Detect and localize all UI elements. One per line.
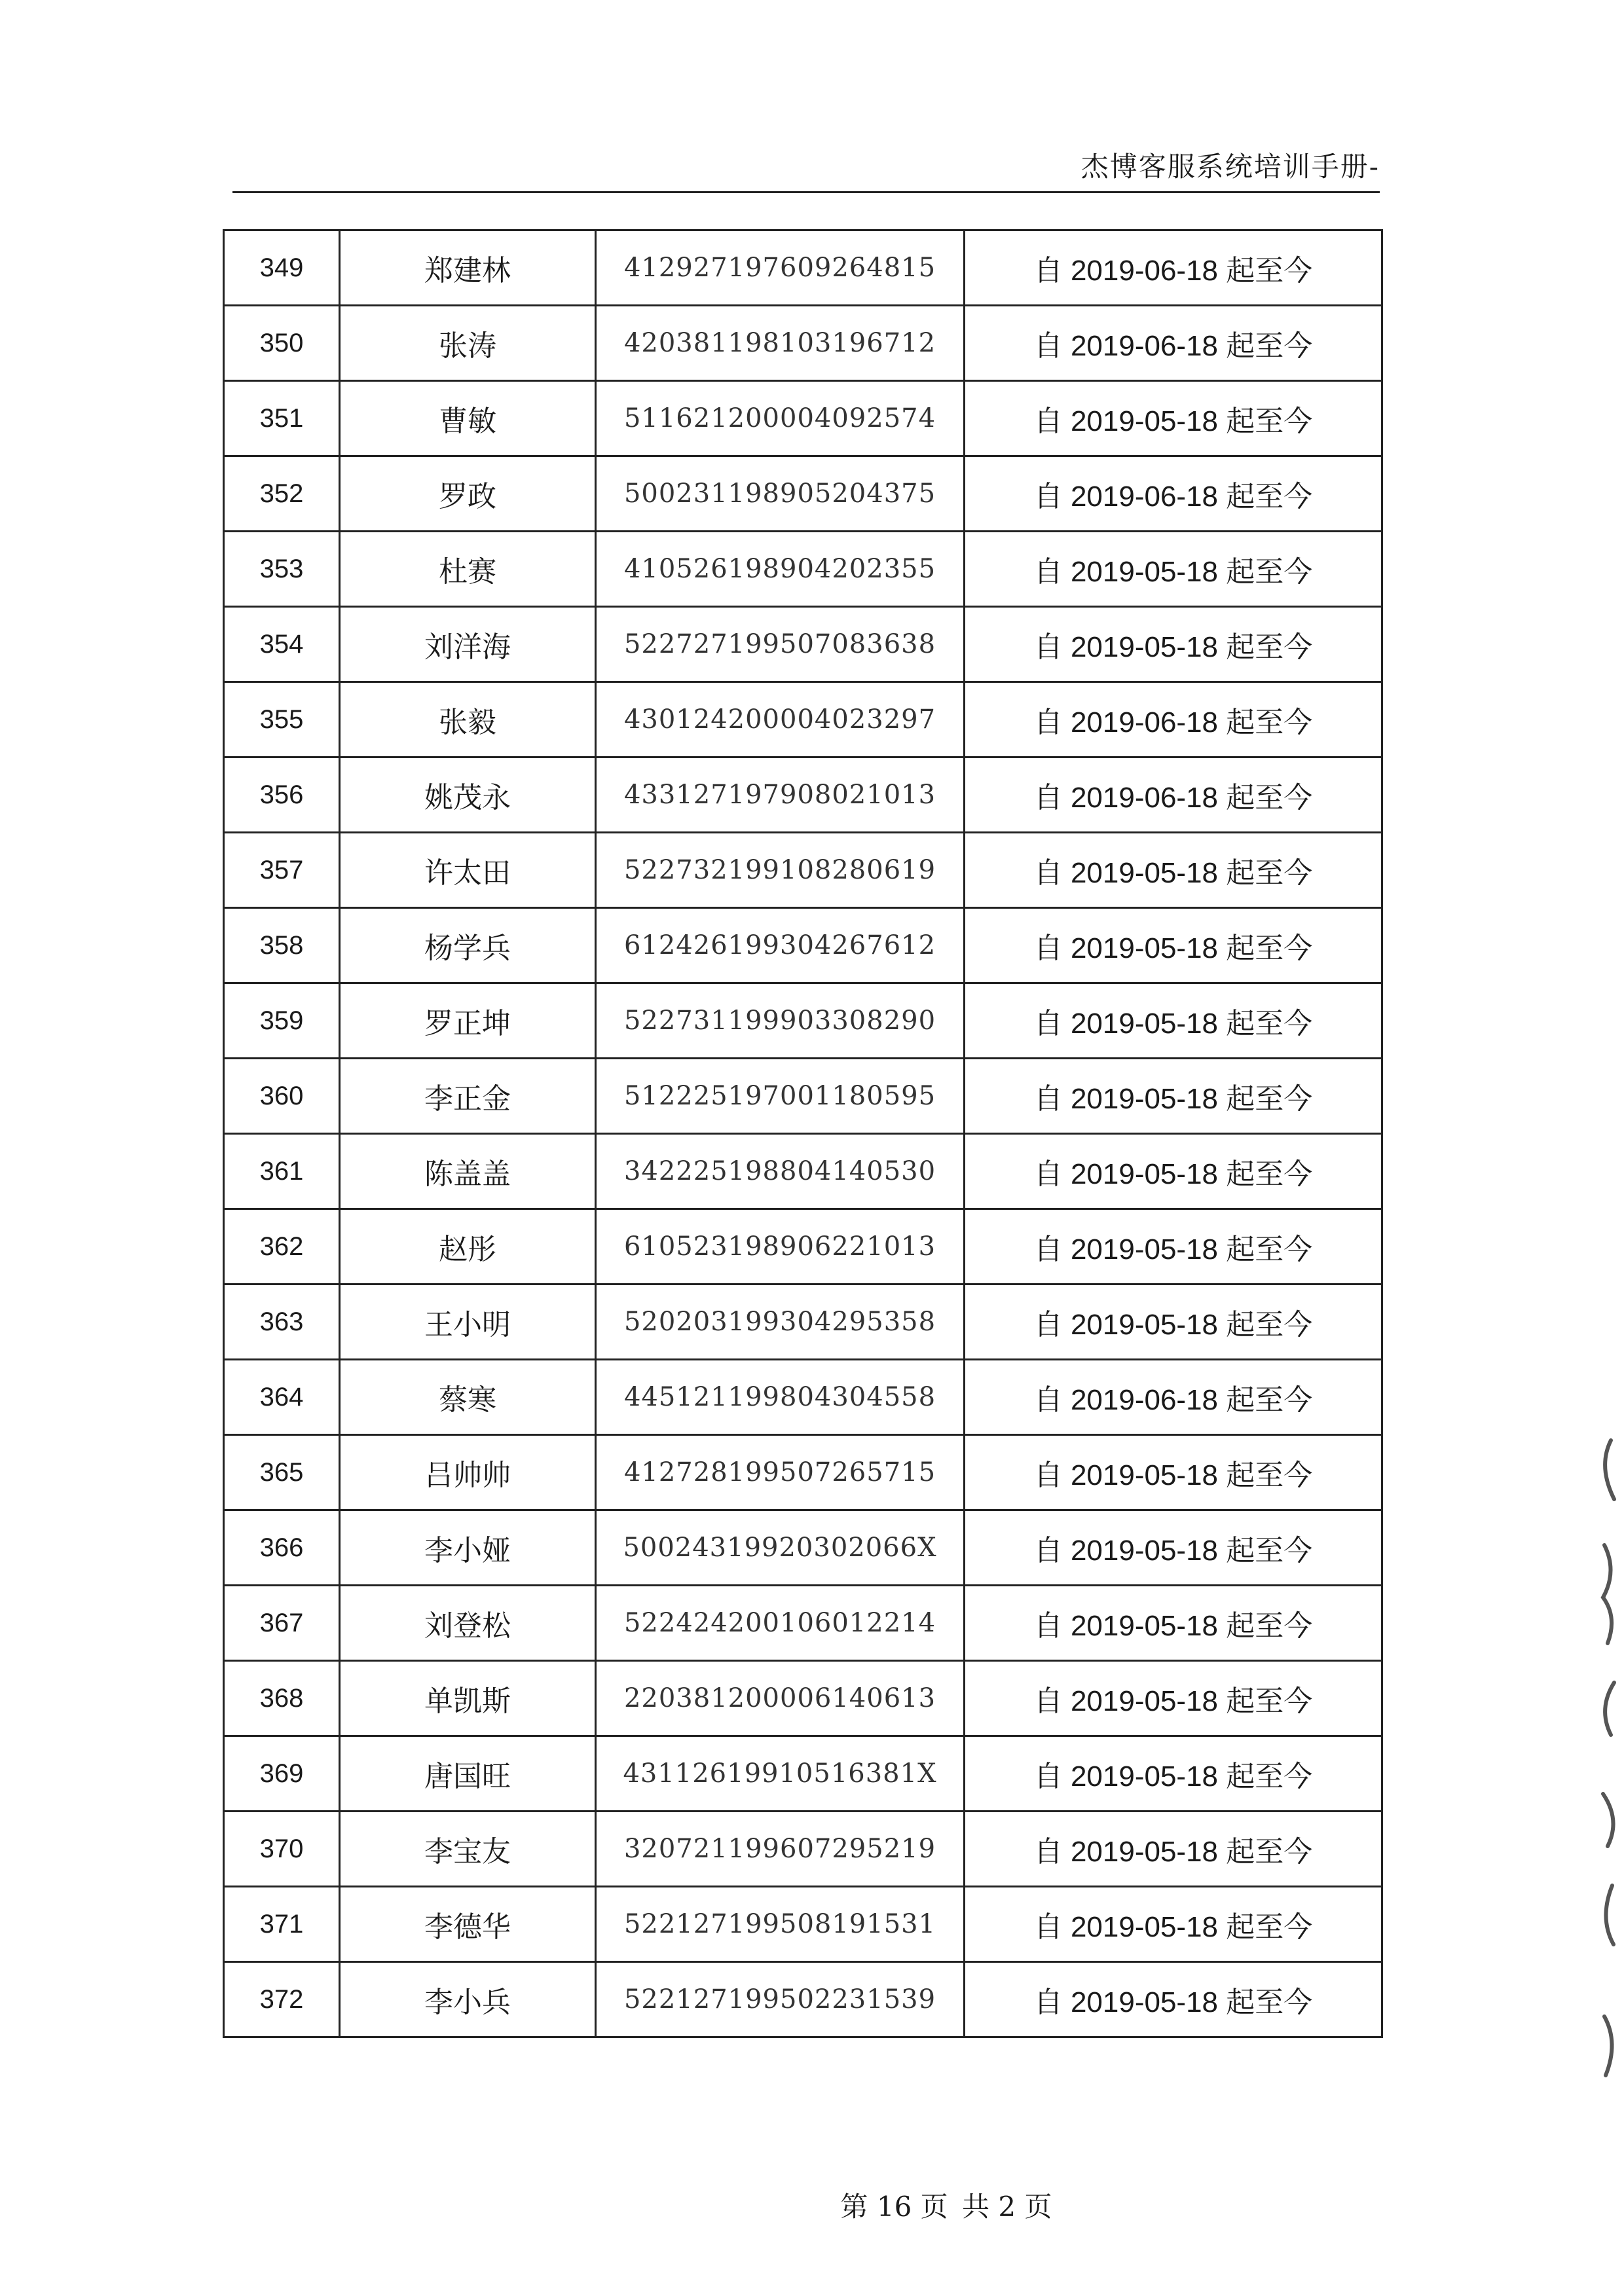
valid-period: 自 2019-06-18 起至今 <box>965 682 1382 757</box>
person-name: 刘登松 <box>340 1586 596 1661</box>
table-row <box>224 908 1382 983</box>
table-row <box>224 1661 1382 1736</box>
person-name: 张毅 <box>340 682 596 757</box>
row-number: 355 <box>224 682 340 757</box>
id-number: 342225198804140530 <box>596 1134 965 1209</box>
table-row <box>224 983 1382 1059</box>
id-number: 522127199502231539 <box>596 1962 965 2037</box>
roster-body <box>224 230 1382 2037</box>
person-name: 李正金 <box>340 1059 596 1134</box>
id-number: 522732199108280619 <box>596 833 965 908</box>
id-number: 430124200004023297 <box>596 682 965 757</box>
id-number: 412927197609264815 <box>596 230 965 306</box>
table-row <box>224 1962 1382 2037</box>
document-header <box>232 145 1380 193</box>
id-number: 512225197001180595 <box>596 1059 965 1134</box>
id-number: 522424200106012214 <box>596 1586 965 1661</box>
row-number: 363 <box>224 1285 340 1360</box>
id-number: 320721199607295219 <box>596 1812 965 1887</box>
id-number: 522731199903308290 <box>596 983 965 1059</box>
person-name: 杨学兵 <box>340 908 596 983</box>
person-name: 蔡寒 <box>340 1360 596 1435</box>
row-number: 352 <box>224 456 340 532</box>
page-footer <box>0 2185 1624 2225</box>
person-name: 许太田 <box>340 833 596 908</box>
table-row <box>224 1510 1382 1586</box>
valid-period: 自 2019-06-18 起至今 <box>965 230 1382 306</box>
id-number: 612426199304267612 <box>596 908 965 983</box>
id-number: 220381200006140613 <box>596 1661 965 1736</box>
row-number: 362 <box>224 1209 340 1285</box>
table-row <box>224 1586 1382 1661</box>
valid-period: 自 2019-05-18 起至今 <box>965 1661 1382 1736</box>
person-name: 张涛 <box>340 306 596 381</box>
person-name: 李德华 <box>340 1887 596 1962</box>
table-row <box>224 1285 1382 1360</box>
row-number: 368 <box>224 1661 340 1736</box>
row-number: 360 <box>224 1059 340 1134</box>
row-number: 349 <box>224 230 340 306</box>
person-name: 姚茂永 <box>340 757 596 833</box>
person-name: 唐国旺 <box>340 1736 596 1812</box>
page-number: 第 16 页 <box>840 2191 948 2223</box>
header-title: 杰博客服系统培训手册- <box>1080 151 1380 183</box>
person-name: 李小兵 <box>340 1962 596 2037</box>
valid-period: 自 2019-05-18 起至今 <box>965 1586 1382 1661</box>
person-name: 罗正坤 <box>340 983 596 1059</box>
table-row <box>224 1435 1382 1510</box>
row-number: 369 <box>224 1736 340 1812</box>
row-number: 351 <box>224 381 340 456</box>
row-number: 372 <box>224 1962 340 2037</box>
table-row <box>224 607 1382 682</box>
valid-period: 自 2019-05-18 起至今 <box>965 607 1382 682</box>
valid-period: 自 2019-05-18 起至今 <box>965 1812 1382 1887</box>
id-number: 511621200004092574 <box>596 381 965 456</box>
table-row <box>224 1736 1382 1812</box>
table-row <box>224 1209 1382 1285</box>
table-row <box>224 1887 1382 1962</box>
roster-table <box>223 229 1383 2038</box>
id-number: 433127197908021013 <box>596 757 965 833</box>
valid-period: 自 2019-06-18 起至今 <box>965 1360 1382 1435</box>
row-number: 357 <box>224 833 340 908</box>
valid-period: 自 2019-05-18 起至今 <box>965 1962 1382 2037</box>
row-number: 367 <box>224 1586 340 1661</box>
person-name: 刘洋海 <box>340 607 596 682</box>
table-row <box>224 456 1382 532</box>
valid-period: 自 2019-06-18 起至今 <box>965 757 1382 833</box>
row-number: 354 <box>224 607 340 682</box>
row-number: 370 <box>224 1812 340 1887</box>
id-number: 50024319920302066X <box>596 1510 965 1586</box>
table-row <box>224 1360 1382 1435</box>
person-name: 吕帅帅 <box>340 1435 596 1510</box>
row-number: 358 <box>224 908 340 983</box>
table-row <box>224 757 1382 833</box>
id-number: 610523198906221013 <box>596 1209 965 1285</box>
id-number: 420381198103196712 <box>596 306 965 381</box>
valid-period: 自 2019-05-18 起至今 <box>965 1059 1382 1134</box>
valid-period: 自 2019-05-18 起至今 <box>965 833 1382 908</box>
id-number: 410526198904202355 <box>596 532 965 607</box>
row-number: 350 <box>224 306 340 381</box>
table-row <box>224 230 1382 306</box>
person-name: 曹敏 <box>340 381 596 456</box>
valid-period: 自 2019-05-18 起至今 <box>965 983 1382 1059</box>
id-number: 445121199804304558 <box>596 1360 965 1435</box>
person-name: 李小娅 <box>340 1510 596 1586</box>
person-name: 陈盖盖 <box>340 1134 596 1209</box>
valid-period: 自 2019-06-18 起至今 <box>965 306 1382 381</box>
table-row <box>224 532 1382 607</box>
row-number: 361 <box>224 1134 340 1209</box>
valid-period: 自 2019-05-18 起至今 <box>965 381 1382 456</box>
person-name: 赵彤 <box>340 1209 596 1285</box>
valid-period: 自 2019-05-18 起至今 <box>965 1510 1382 1586</box>
valid-period: 自 2019-05-18 起至今 <box>965 908 1382 983</box>
id-number: 520203199304295358 <box>596 1285 965 1360</box>
table-row <box>224 682 1382 757</box>
table-row <box>224 306 1382 381</box>
table-row <box>224 1059 1382 1134</box>
valid-period: 自 2019-05-18 起至今 <box>965 1285 1382 1360</box>
row-number: 365 <box>224 1435 340 1510</box>
id-number: 412728199507265715 <box>596 1435 965 1510</box>
binding-edge-marks <box>1585 1427 1624 2108</box>
valid-period: 自 2019-05-18 起至今 <box>965 1736 1382 1812</box>
person-name: 王小明 <box>340 1285 596 1360</box>
id-number: 43112619910516381X <box>596 1736 965 1812</box>
person-name: 郑建林 <box>340 230 596 306</box>
person-name: 杜赛 <box>340 532 596 607</box>
valid-period: 自 2019-05-18 起至今 <box>965 1887 1382 1962</box>
id-number: 500231198905204375 <box>596 456 965 532</box>
valid-period: 自 2019-05-18 起至今 <box>965 1435 1382 1510</box>
table-row <box>224 833 1382 908</box>
valid-period: 自 2019-05-18 起至今 <box>965 532 1382 607</box>
row-number: 371 <box>224 1887 340 1962</box>
valid-period: 自 2019-05-18 起至今 <box>965 1134 1382 1209</box>
page-total: 共 2 页 <box>962 2191 1052 2223</box>
table-row <box>224 1812 1382 1887</box>
row-number: 356 <box>224 757 340 833</box>
table-row <box>224 381 1382 456</box>
id-number: 522127199508191531 <box>596 1887 965 1962</box>
row-number: 364 <box>224 1360 340 1435</box>
row-number: 366 <box>224 1510 340 1586</box>
valid-period: 自 2019-06-18 起至今 <box>965 456 1382 532</box>
row-number: 353 <box>224 532 340 607</box>
person-name: 罗政 <box>340 456 596 532</box>
id-number: 522727199507083638 <box>596 607 965 682</box>
valid-period: 自 2019-05-18 起至今 <box>965 1209 1382 1285</box>
person-name: 单凯斯 <box>340 1661 596 1736</box>
person-name: 李宝友 <box>340 1812 596 1887</box>
row-number: 359 <box>224 983 340 1059</box>
table-row <box>224 1134 1382 1209</box>
